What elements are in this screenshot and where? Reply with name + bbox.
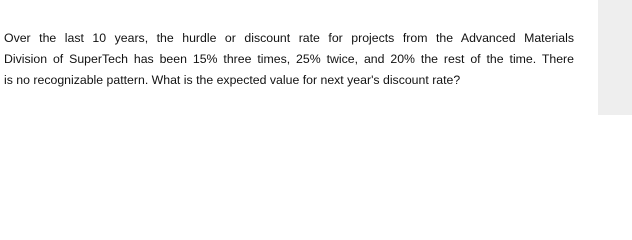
question-line-3: is no recognizable pattern. What is the expected value for next year's discount rate? [4, 73, 461, 87]
side-panel [598, 0, 632, 115]
question-text [4, 28, 574, 91]
question-line-1: Over the last 10 years, the hurdle or discount rate for projects from the Advanced Materials [4, 31, 574, 45]
document-page [0, 0, 632, 115]
question-line-2: Division of SuperTech has been 15% three times, 25% twice, and 20% the rest of the time. There [4, 52, 574, 66]
